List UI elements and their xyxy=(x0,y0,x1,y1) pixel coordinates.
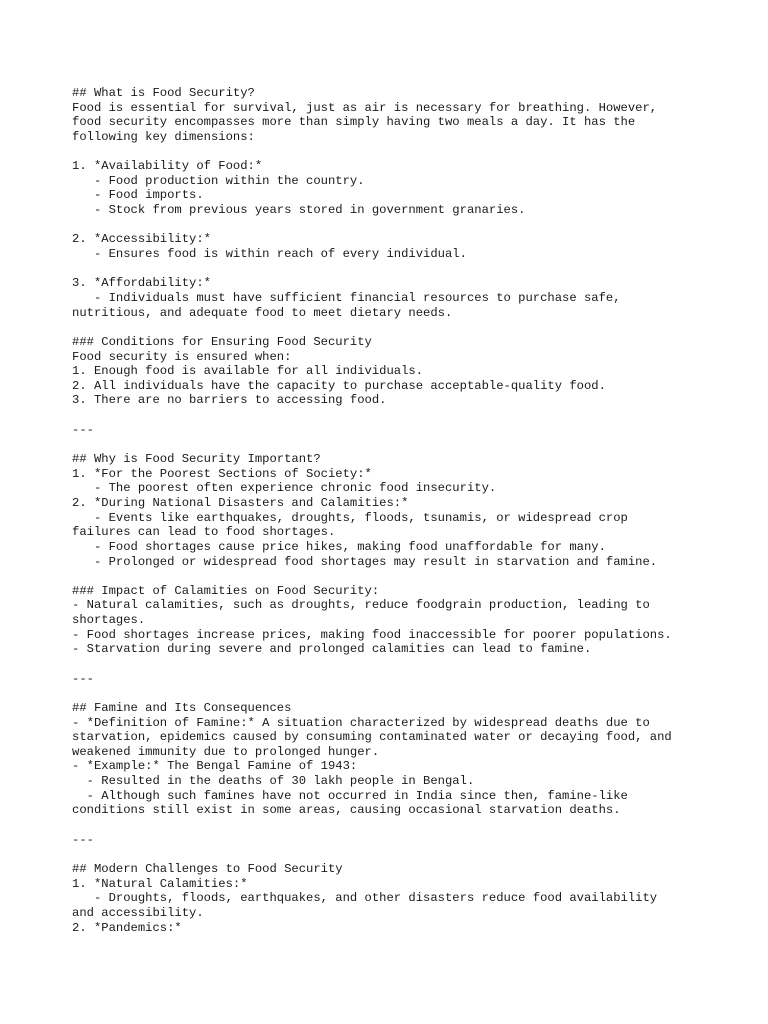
blank-line xyxy=(72,262,712,277)
list-item: 2. *Pandemics:* xyxy=(72,920,182,935)
horizontal-rule: --- xyxy=(72,422,94,437)
blank-line xyxy=(72,818,712,833)
heading-what-is-food-security: ## What is Food Security? xyxy=(72,86,255,100)
list-item: 2. All individuals have the capacity to purchase acceptable-quality food. xyxy=(72,378,606,393)
sub-list-item: - Individuals must have sufficient financial resources to purchase safe, xyxy=(72,290,621,305)
paragraph-line: Food is essential for survival, just as air is necessary for breathing. However, xyxy=(72,100,658,115)
list-item: - Starvation during severe and prolonged calamities can lead to famine. xyxy=(72,642,592,657)
paragraph-line: conditions still exist in some areas, causing occasional starvation deaths. xyxy=(72,803,621,818)
sub-list-item: - The poorest often experience chronic food insecurity. xyxy=(72,481,497,496)
list-item: 3. *Affordability:* xyxy=(72,276,211,291)
list-item: - *Definition of Famine:* A situation characterized by widespread deaths due to xyxy=(72,715,650,730)
blank-line xyxy=(72,657,712,672)
sub-list-item: - Stock from previous years stored in government granaries. xyxy=(72,203,526,218)
paragraph-line: failures can lead to food shortages. xyxy=(72,525,336,540)
list-item: 1. *Natural Calamities:* xyxy=(72,876,248,891)
list-item: - *Example:* The Bengal Famine of 1943: xyxy=(72,759,358,774)
blank-line xyxy=(72,408,712,423)
blank-line xyxy=(72,437,712,452)
paragraph-line: Food security is ensured when: xyxy=(72,349,292,364)
heading-why-important: ## Why is Food Security Important? xyxy=(72,452,321,467)
sub-list-item: - Droughts, floods, earthquakes, and other disasters reduce food availability xyxy=(72,891,658,906)
paragraph-line: nutritious, and adequate food to meet dietary needs. xyxy=(72,305,453,320)
document-page xyxy=(72,86,712,935)
sub-list-item: - Food shortages cause price hikes, making food unaffordable for many. xyxy=(72,539,606,554)
blank-line xyxy=(72,320,712,335)
blank-line xyxy=(72,847,712,862)
blank-line xyxy=(72,145,712,160)
paragraph-line: and accessibility. xyxy=(72,905,204,920)
paragraph-line: starvation, epidemics caused by consuming contaminated water or decaying food, and xyxy=(72,730,672,745)
list-item: 2. *During National Disasters and Calamities:* xyxy=(72,495,409,510)
blank-line xyxy=(72,218,712,233)
list-item: - Natural calamities, such as droughts, reduce foodgrain production, leading to xyxy=(72,598,650,613)
sub-list-item: - Ensures food is within reach of every individual. xyxy=(72,247,467,262)
list-item: 1. *Availability of Food:* xyxy=(72,159,263,174)
sub-list-item: - Events like earthquakes, droughts, floods, tsunamis, or widespread crop xyxy=(72,510,628,525)
paragraph-line: weakened immunity due to prolonged hunger. xyxy=(72,744,380,759)
sub-list-item: - Prolonged or widespread food shortages may result in starvation and famine. xyxy=(72,554,658,569)
list-item: 3. There are no barriers to accessing food. xyxy=(72,393,387,408)
list-item: 2. *Accessibility:* xyxy=(72,232,211,247)
paragraph-line: food security encompasses more than simply having two meals a day. It has the xyxy=(72,115,636,130)
sub-list-item: - Resulted in the deaths of 30 lakh people in Bengal. xyxy=(72,774,475,789)
sub-list-item: - Food production within the country. xyxy=(72,173,365,188)
heading-impact-of-calamities: ### Impact of Calamities on Food Security: xyxy=(72,583,380,598)
list-item: 1. *For the Poorest Sections of Society:* xyxy=(72,466,372,481)
sub-list-item: - Although such famines have not occurred in India since then, famine-like xyxy=(72,788,628,803)
horizontal-rule: --- xyxy=(72,671,94,686)
list-item: 1. Enough food is available for all individuals. xyxy=(72,364,424,379)
list-item: - Food shortages increase prices, making food inaccessible for poorer populations. xyxy=(72,627,672,642)
paragraph-line: following key dimensions: xyxy=(72,129,255,144)
heading-modern-challenges: ## Modern Challenges to Food Security xyxy=(72,861,343,876)
blank-line xyxy=(72,569,712,584)
paragraph-line: shortages. xyxy=(72,613,146,628)
sub-list-item: - Food imports. xyxy=(72,188,204,203)
horizontal-rule: --- xyxy=(72,832,94,847)
blank-line xyxy=(72,686,712,701)
heading-famine: ## Famine and Its Consequences xyxy=(72,700,292,715)
heading-conditions: ### Conditions for Ensuring Food Security xyxy=(72,334,372,349)
